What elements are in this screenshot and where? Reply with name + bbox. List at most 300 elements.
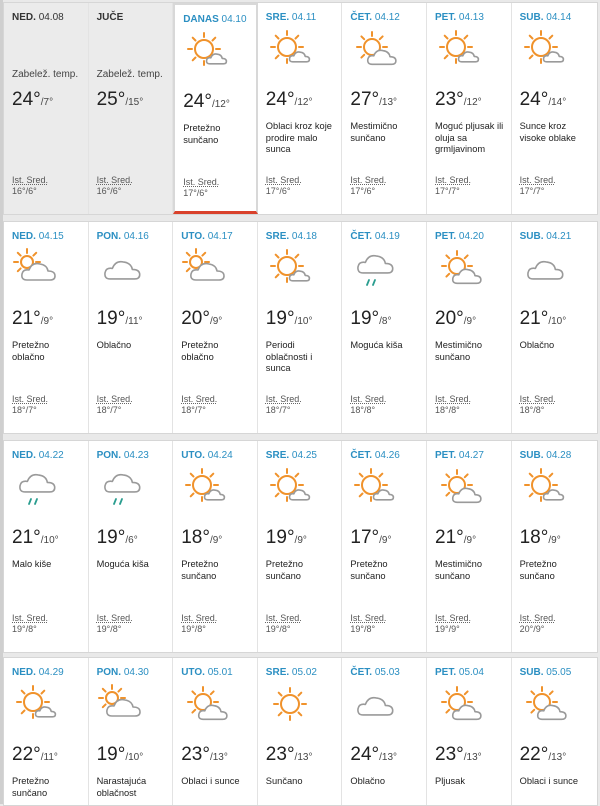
day-card[interactable]	[342, 441, 427, 652]
day-name: PET.	[435, 231, 457, 242]
historical-average-label: Ist. Sred.	[350, 613, 387, 623]
temperature	[97, 308, 143, 330]
temp-low: /9°	[209, 535, 223, 546]
degree-symbol: °	[202, 744, 210, 765]
forecast-week	[3, 221, 598, 434]
temp-low-value: 13	[297, 752, 309, 763]
temp-low-value: 12	[297, 97, 309, 108]
historical-average-label: Ist. Sred.	[519, 175, 556, 185]
degree-symbol: °	[456, 744, 464, 765]
day-date: 04.24	[207, 450, 233, 461]
day-name: PET.	[435, 450, 457, 461]
historical-average	[183, 177, 219, 199]
temp-low: /10°	[40, 535, 59, 546]
temperature	[520, 527, 561, 549]
weather-description: Oblaci i sunce	[181, 776, 240, 786]
temperature	[266, 527, 307, 549]
degree-symbol: °	[472, 316, 477, 327]
historical-average	[97, 175, 133, 197]
temp-low: /9°	[209, 316, 223, 327]
historical-average-label: Ist. Sred.	[350, 394, 387, 404]
temperature	[350, 89, 397, 111]
degree-symbol: °	[393, 752, 398, 763]
day-date: 04.08	[38, 12, 64, 23]
day-card[interactable]	[173, 441, 258, 652]
temp-low: /9°	[294, 535, 307, 546]
historical-average-value: 18°/7°	[96, 405, 122, 415]
temperature	[266, 308, 313, 330]
day-date: 04.13	[458, 12, 484, 23]
day-name: SRE.	[265, 231, 290, 242]
degree-symbol: °	[562, 752, 567, 763]
day-header	[12, 667, 64, 678]
weather-description: Pretežno sunčano	[181, 559, 219, 581]
day-header	[435, 231, 484, 242]
day-card[interactable]	[512, 658, 597, 805]
day-header	[266, 12, 316, 23]
cloud-icon	[521, 246, 567, 292]
day-date: 04.12	[374, 12, 400, 23]
day-name: SRE.	[265, 12, 290, 23]
temp-high: 18	[181, 527, 203, 548]
mostly-cloudy-icon	[182, 246, 228, 292]
degree-symbol: °	[456, 527, 464, 548]
temperature	[12, 527, 59, 549]
day-name: ČET.	[350, 667, 373, 678]
temp-high: 23	[265, 744, 287, 765]
mostly-sunny-icon	[13, 682, 59, 728]
historical-average	[266, 175, 302, 197]
day-header	[97, 667, 149, 678]
historical-average-label: Ist. Sred.	[265, 394, 302, 404]
day-name: SUB.	[519, 231, 544, 242]
temp-low-value: 6	[128, 535, 134, 546]
degree-symbol: °	[556, 535, 561, 546]
day-name: NED.	[12, 231, 36, 242]
weather-description: Pretežno sunčano	[350, 559, 388, 581]
day-header	[266, 231, 317, 242]
temp-high: 20	[435, 308, 457, 329]
temperature	[520, 308, 567, 330]
temp-high: 24	[519, 89, 541, 110]
historical-average	[435, 394, 471, 416]
historical-average-value: 19°/8°	[350, 624, 376, 634]
historical-average	[435, 175, 471, 197]
temp-low: /15°	[125, 97, 144, 108]
mostly-sunny-icon	[267, 246, 313, 292]
degree-symbol: °	[223, 752, 228, 763]
day-name: PET.	[435, 667, 457, 678]
weather-description: Pretežno oblačno	[12, 340, 50, 362]
day-card[interactable]	[427, 3, 512, 214]
weather-description: Pretežno sunčano	[519, 559, 557, 581]
recorded-temp-label: Zabelež. temp.	[96, 69, 163, 80]
weather-description: Moguća kiša	[96, 559, 149, 569]
historical-average-value: 19°/9°	[435, 624, 460, 634]
temp-low: /9°	[379, 535, 392, 546]
weather-description: Mestimično sunčano	[435, 559, 483, 581]
degree-symbol: °	[562, 316, 567, 327]
day-card[interactable]	[89, 3, 174, 214]
temp-high: 21	[519, 308, 541, 329]
historical-average	[350, 613, 386, 635]
degree-symbol: °	[286, 308, 295, 329]
degree-symbol: °	[387, 535, 392, 546]
day-date: 04.19	[374, 231, 400, 242]
historical-average-value: 19°/8°	[12, 624, 37, 634]
historical-average-value: 19°/8°	[265, 624, 291, 634]
day-card[interactable]	[258, 222, 343, 433]
historical-average-value: 20°/9°	[519, 624, 545, 634]
day-card[interactable]	[512, 441, 597, 652]
temperature	[97, 527, 138, 549]
temp-low: /9°	[548, 535, 561, 546]
day-card[interactable]	[173, 658, 258, 805]
day-card[interactable]	[258, 441, 343, 652]
day-date: 04.15	[38, 231, 64, 242]
day-name: UTO.	[181, 450, 205, 461]
temperature	[97, 744, 144, 766]
temperature	[435, 308, 476, 330]
sun-icon	[267, 682, 313, 728]
historical-average-value: 19°/8°	[181, 624, 206, 634]
degree-symbol: °	[117, 308, 126, 329]
temp-high: 19	[96, 527, 118, 548]
rain-icon	[351, 246, 397, 292]
degree-symbol: °	[540, 527, 549, 548]
day-header	[97, 12, 124, 23]
weather-description: Sunčano	[265, 776, 303, 786]
temp-low-value: 7	[43, 97, 50, 108]
day-header	[12, 12, 64, 23]
temp-low-value: 13	[381, 97, 394, 108]
day-header	[350, 667, 399, 678]
cloud-icon	[351, 682, 397, 728]
historical-average-label: Ist. Sred.	[435, 175, 472, 185]
temperature	[97, 89, 144, 111]
temp-low: /13°	[548, 752, 567, 763]
temp-low-value: 15	[128, 97, 140, 108]
day-name: NED.	[12, 450, 36, 461]
forecast-week	[3, 657, 598, 806]
day-header	[183, 14, 246, 25]
day-date: 04.30	[123, 667, 149, 678]
day-date: 04.28	[546, 450, 572, 461]
temp-low-value: 9	[212, 535, 219, 546]
degree-symbol: °	[218, 535, 223, 546]
rain-icon	[98, 465, 144, 511]
day-card[interactable]	[173, 222, 258, 433]
historical-average-label: Ist. Sred.	[96, 175, 133, 185]
degree-symbol: °	[477, 97, 482, 108]
partly-sunny-icon	[182, 682, 228, 728]
mostly-sunny-icon	[436, 27, 482, 73]
day-header	[520, 450, 572, 461]
day-date: 04.20	[458, 231, 484, 242]
temp-low-value: 10	[128, 752, 140, 763]
historical-average	[181, 613, 217, 635]
mostly-cloudy-icon	[98, 682, 144, 728]
day-header	[435, 450, 484, 461]
day-header	[266, 450, 317, 461]
day-card[interactable]	[342, 3, 427, 214]
day-date: 04.18	[291, 231, 317, 242]
temp-low-value: 13	[381, 752, 394, 763]
historical-average-value: 18°/7°	[181, 405, 206, 415]
day-date: 04.27	[458, 450, 484, 461]
degree-symbol: °	[456, 89, 464, 110]
temp-low: /10°	[294, 316, 313, 327]
historical-average-label: Ist. Sred.	[265, 613, 302, 623]
weather-description: Pretežno sunčano	[183, 123, 221, 145]
day-card[interactable]	[4, 3, 89, 214]
weather-description: Oblaci kroz koje prodire malo sunca	[265, 121, 332, 154]
temperature	[266, 89, 313, 111]
temp-low: /6°	[125, 535, 138, 546]
degree-symbol: °	[202, 527, 210, 548]
degree-symbol: °	[371, 744, 380, 765]
degree-symbol: °	[49, 316, 54, 327]
day-card[interactable]	[4, 658, 89, 805]
temp-low-value: 10	[551, 316, 563, 327]
temp-high: 19	[265, 308, 287, 329]
temp-high: 23	[435, 744, 457, 765]
historical-average-label: Ist. Sred.	[435, 613, 472, 623]
temperature	[435, 744, 482, 766]
day-card[interactable]	[342, 658, 427, 805]
historical-average-label: Ist. Sred.	[96, 394, 133, 404]
historical-average-value: 19°/8°	[96, 624, 122, 634]
degree-symbol: °	[371, 89, 380, 110]
historical-average	[181, 394, 217, 416]
temp-high: 27	[350, 89, 372, 110]
historical-average-value: 18°/7°	[265, 405, 291, 415]
day-name: NED.	[12, 12, 36, 23]
day-card-today[interactable]	[173, 3, 258, 214]
temp-high: 22	[519, 744, 541, 765]
partly-sunny-icon	[436, 682, 482, 728]
day-card[interactable]	[258, 658, 343, 805]
day-card[interactable]	[4, 222, 89, 433]
temp-low-value: 12	[214, 99, 226, 110]
temperature	[266, 744, 313, 766]
day-name: NED.	[12, 667, 36, 678]
day-date: 04.14	[546, 12, 572, 23]
historical-average-label: Ist. Sred.	[350, 175, 387, 185]
temp-low: /14°	[548, 97, 567, 108]
temp-low-value: 9	[212, 316, 219, 327]
temp-low-value: 14	[551, 97, 563, 108]
temp-low: /7°	[40, 97, 54, 108]
day-header	[12, 450, 64, 461]
temp-low: /13°	[379, 97, 398, 108]
temp-high: 18	[519, 527, 541, 548]
mostly-sunny-icon	[182, 465, 228, 511]
degree-symbol: °	[33, 527, 41, 548]
degree-symbol: °	[54, 535, 59, 546]
temp-low-value: 8	[381, 316, 388, 327]
historical-average-label: Ist. Sred.	[183, 177, 220, 187]
day-card[interactable]	[89, 222, 174, 433]
day-date: 05.03	[374, 667, 400, 678]
degree-symbol: °	[49, 97, 54, 108]
temp-low: /12°	[463, 97, 482, 108]
temp-high: 19	[96, 744, 118, 765]
partly-sunny-icon	[351, 27, 397, 73]
weather-description: Pretežno sunčano	[12, 776, 50, 798]
historical-average-value: 17°/6°	[183, 188, 208, 198]
day-card[interactable]	[258, 3, 343, 214]
historical-average	[12, 394, 48, 416]
degree-symbol: °	[33, 744, 41, 765]
temp-low-value: 9	[466, 316, 473, 327]
degree-symbol: °	[371, 308, 380, 329]
historical-average	[97, 613, 133, 635]
day-card[interactable]	[512, 222, 597, 433]
forecast-week	[3, 440, 598, 653]
temp-low-value: 12	[466, 97, 478, 108]
day-header	[266, 667, 317, 678]
temp-low-value: 13	[551, 752, 563, 763]
temp-high: 21	[12, 527, 34, 548]
day-card[interactable]	[89, 658, 174, 805]
temp-low-value: 9	[466, 535, 473, 546]
day-header	[435, 12, 484, 23]
degree-symbol: °	[308, 752, 313, 763]
temp-low: /10°	[548, 316, 567, 327]
degree-symbol: °	[53, 752, 58, 763]
historical-average	[97, 394, 133, 416]
temperature	[520, 89, 567, 111]
degree-symbol: °	[117, 527, 126, 548]
temperature	[183, 91, 230, 113]
mostly-sunny-icon	[351, 465, 397, 511]
historical-average-label: Ist. Sred.	[181, 394, 218, 404]
day-card[interactable]	[89, 441, 174, 652]
temp-low: /12°	[211, 99, 230, 110]
temp-high: 24	[183, 91, 205, 112]
degree-symbol: °	[33, 89, 41, 110]
mostly-sunny-icon	[521, 27, 567, 73]
historical-average-label: Ist. Sred.	[12, 394, 49, 404]
degree-symbol: °	[138, 316, 143, 327]
temp-high: 20	[181, 308, 203, 329]
historical-average-label: Ist. Sred.	[519, 613, 556, 623]
day-date: 04.21	[546, 231, 572, 242]
historical-average-label: Ist. Sred.	[96, 613, 133, 623]
day-card[interactable]	[342, 222, 427, 433]
day-date: 05.04	[458, 667, 484, 678]
temp-low: /11°	[40, 752, 58, 763]
temperature	[12, 744, 58, 766]
day-card[interactable]	[4, 441, 89, 652]
temp-low: /10°	[125, 752, 144, 763]
day-name: SRE.	[265, 450, 290, 461]
temperature	[435, 89, 482, 111]
day-name: PON.	[96, 450, 122, 461]
temp-low-value: 13	[212, 752, 224, 763]
day-header	[520, 667, 572, 678]
historical-average	[520, 175, 556, 197]
day-name: DANAS	[183, 14, 219, 25]
day-header	[350, 231, 399, 242]
temp-low: /13°	[294, 752, 313, 763]
day-header	[520, 231, 572, 242]
degree-symbol: °	[308, 316, 313, 327]
temp-low-value: 9	[297, 535, 303, 546]
day-header	[97, 450, 149, 461]
degree-symbol: °	[562, 97, 567, 108]
temp-low: /8°	[379, 316, 392, 327]
temperature	[181, 308, 222, 330]
temp-low: /9°	[463, 316, 477, 327]
temp-low-value: 9	[381, 535, 388, 546]
weather-description: Oblačno	[519, 340, 555, 350]
day-date: 05.02	[291, 667, 317, 678]
degree-symbol: °	[540, 308, 549, 329]
day-date: 04.29	[38, 667, 64, 678]
day-date: 04.16	[123, 231, 149, 242]
day-date: 04.17	[207, 231, 233, 242]
historical-average-value: 17°/6°	[350, 186, 376, 196]
temperature	[520, 744, 567, 766]
temp-low-value: 10	[297, 316, 309, 327]
mostly-sunny-icon	[267, 465, 313, 511]
day-card[interactable]	[427, 222, 512, 433]
degree-symbol: °	[371, 527, 380, 548]
historical-average-value: 18°/8°	[435, 405, 460, 415]
day-card[interactable]	[427, 658, 512, 805]
day-card[interactable]	[512, 3, 597, 214]
mostly-sunny-icon	[184, 29, 230, 75]
degree-symbol: °	[204, 91, 212, 112]
day-date: 04.23	[123, 450, 149, 461]
temp-high: 21	[435, 527, 457, 548]
degree-symbol: °	[225, 99, 230, 110]
degree-symbol: °	[387, 316, 392, 327]
weather-description: Oblačno	[96, 340, 132, 350]
day-header	[350, 450, 399, 461]
temp-high: 22	[12, 744, 34, 765]
temp-high: 23	[435, 89, 457, 110]
day-card[interactable]	[427, 441, 512, 652]
historical-average	[350, 175, 386, 197]
degree-symbol: °	[540, 744, 549, 765]
historical-average-value: 18°/8°	[350, 405, 376, 415]
degree-symbol: °	[117, 89, 126, 110]
temp-low-value: 11	[43, 752, 54, 763]
temp-high: 19	[265, 527, 287, 548]
historical-average-value: 18°/7°	[12, 405, 37, 415]
weather-description: Malo kiše	[12, 559, 52, 569]
historical-average	[520, 394, 556, 416]
historical-average	[266, 394, 302, 416]
temp-low-value: 10	[43, 535, 55, 546]
day-date: 04.26	[374, 450, 400, 461]
temp-high: 23	[181, 744, 203, 765]
day-name: PON.	[96, 231, 122, 242]
temp-low: /9°	[40, 316, 54, 327]
day-header	[181, 667, 233, 678]
temp-low: /12°	[294, 97, 313, 108]
temp-low: /9°	[463, 535, 477, 546]
degree-symbol: °	[133, 535, 138, 546]
degree-symbol: °	[472, 535, 477, 546]
historical-average-label: Ist. Sred.	[435, 394, 472, 404]
weather-description: Periodi oblačnosti i sunca	[265, 340, 313, 373]
day-date: 04.25	[291, 450, 317, 461]
degree-symbol: °	[33, 308, 41, 329]
